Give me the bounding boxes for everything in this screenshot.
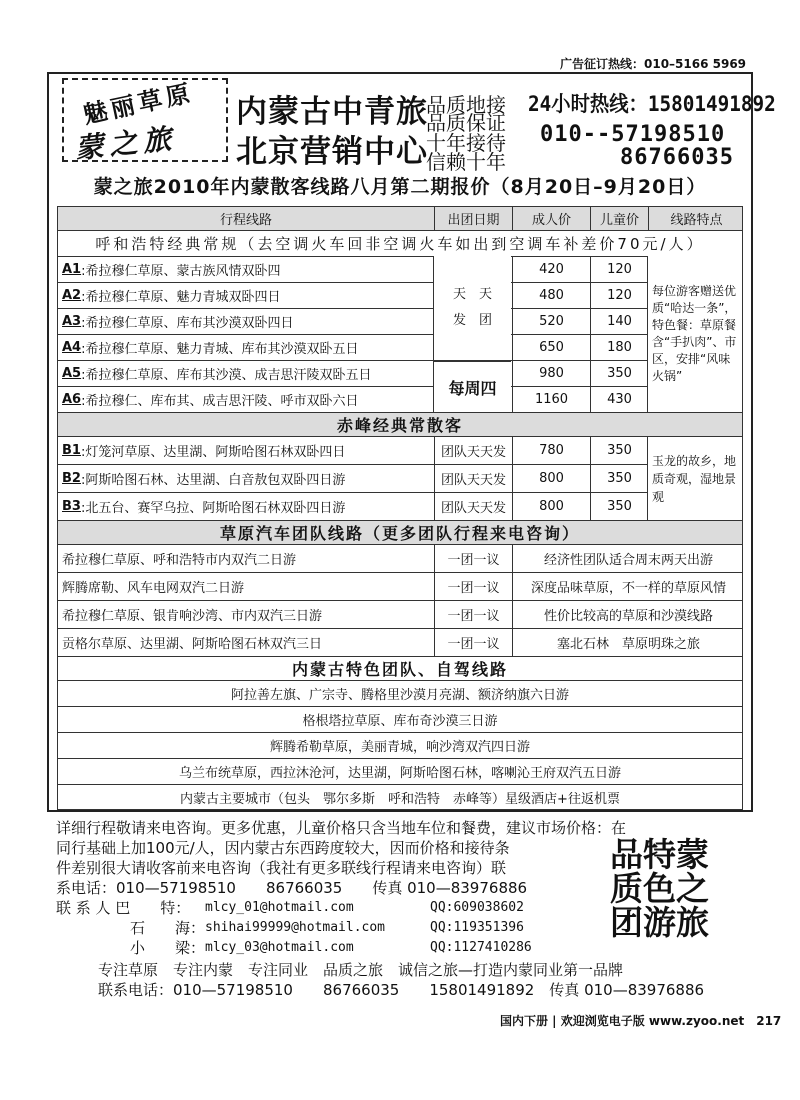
logo-top-text: 魅丽草原 <box>80 77 197 130</box>
col-date: 出团日期 <box>434 207 512 230</box>
table-row <box>57 308 743 334</box>
chifeng-feature: 玉龙的故乡，地质奇观，湿地景观 <box>647 436 743 520</box>
phone-1: 010--57198510 <box>540 122 726 147</box>
contact-name-3: 小 梁： <box>130 939 206 957</box>
route-feature: 塞北石林 草原明珠之旅 <box>512 629 744 656</box>
special-route: 内蒙古主要城市（包头 鄂尔多斯 呼和浩特 赤峰等）星级酒店+往返机票 <box>180 791 620 807</box>
section-chifeng <box>57 412 743 436</box>
table-row <box>57 628 743 656</box>
table-row <box>57 360 743 386</box>
ad-hotline: 广告征订热线：010–5166 5969 <box>560 57 747 71</box>
route-text: :灯笼河草原、达里湖、阿斯哈图石林双卧四日 <box>80 445 346 460</box>
daily-departure <box>433 256 511 360</box>
contact-qq-2: QQ:119351396 <box>430 920 524 935</box>
child-price: 120 <box>590 283 648 308</box>
special-route: 阿拉善左旗、广宗寺、腾格里沙漠月亮湖、额济纳旗六日游 <box>230 688 569 703</box>
table-row <box>57 386 743 412</box>
route-name: 希拉穆仁草原、银肯响沙湾、市内双汽三日游 <box>62 609 323 624</box>
daily-line-2: 发 团 <box>452 313 492 328</box>
motto: 专注草原 专注内蒙 专注同业 品质之旅 诚信之旅—打造内蒙同业第一品牌 <box>98 961 624 979</box>
page-footer: 国内下册 | 欢迎浏览电子版 www.zyoo.net 217 <box>500 1014 782 1028</box>
special-route: 格根塔拉草原、库布奇沙漠三日游 <box>302 714 498 729</box>
route-code: A3 <box>62 314 82 329</box>
route-name <box>62 335 432 360</box>
departure-date: 一团一议 <box>434 573 512 600</box>
table-row <box>57 436 743 464</box>
col-child: 儿童价 <box>590 207 648 230</box>
table-row <box>57 544 743 572</box>
route-feature: 深度品味草原，不一样的草原风情 <box>512 573 744 600</box>
departure-date: 团队天天发 <box>434 465 512 492</box>
route-name: 希拉穆仁草原、呼和浩特市内双汽二日游 <box>62 553 297 568</box>
contact-email-2[interactable]: shihai99999@hotmail.com <box>205 920 386 935</box>
section-special <box>57 656 743 680</box>
hohhot-feature: 每位游客赠送优质“哈达一条”，特色餐：草原餐含“手扒肉”、市区，安排“风味火锅” <box>647 256 743 412</box>
special-route: 辉腾希勒草原，美丽青城，响沙湾双汽四日游 <box>269 740 530 755</box>
phone-2: 86766035 <box>620 145 734 170</box>
col-feature: 线路特点 <box>648 207 744 230</box>
route-text: :希拉穆仁草原、魅力青城双卧四日 <box>81 290 281 305</box>
table-row <box>57 758 743 784</box>
child-price: 350 <box>590 437 648 464</box>
section-chifeng-title: 赤峰经典常散客 <box>336 416 463 435</box>
child-price: 350 <box>590 465 648 492</box>
route-name <box>62 283 432 308</box>
table-row <box>57 680 743 706</box>
table-row <box>57 492 743 520</box>
contact-phone: 系电话：010—57198510 86766035 传真 010—83976886 <box>56 879 528 897</box>
route-name <box>62 257 432 282</box>
route-text: :希拉穆仁草原、魅力青城、库布其沙漠双卧五日 <box>81 342 359 357</box>
route-code: A5 <box>62 366 82 381</box>
table-row <box>57 600 743 628</box>
section-hohhot-title: 呼和浩特经典常规（去空调火车回非空调火车如出到空调车补差价70元/人） <box>95 235 705 253</box>
table-row <box>57 256 743 282</box>
adult-price: 420 <box>512 257 590 282</box>
final-phone: 联系电话：010—57198510 86766035 15801491892 传真 010—83976886 <box>98 981 705 999</box>
route-name <box>62 387 432 412</box>
route-code: A2 <box>62 288 82 303</box>
contact-name-2: 石 海： <box>130 919 206 937</box>
adult-price: 1160 <box>512 387 590 412</box>
section-special-title: 内蒙古特色团队、自驾线路 <box>291 660 508 679</box>
special-route: 乌兰布统草原，西拉沐沧河，达里湖，阿斯哈图石林，喀喇沁王府双汽五日游 <box>178 766 621 781</box>
table-row <box>57 706 743 732</box>
adult-price: 480 <box>512 283 590 308</box>
big-slogan-line-1: 品特蒙 <box>610 835 709 874</box>
route-code: A4 <box>62 340 82 355</box>
route-name <box>62 437 432 464</box>
slogan-2: 品质保证 <box>426 111 506 135</box>
footer-note-2: 同行基础上加100元/人，因内蒙古东西跨度较大，因而价格和接待条 <box>56 839 510 857</box>
contact-name-1: 联 系 人 巴 特： <box>56 899 191 917</box>
footer-note-1: 详细行程敬请来电咨询。更多优惠，儿童价格只含当地车位和餐费，建议市场价格：在 <box>56 819 627 837</box>
table-row <box>57 282 743 308</box>
col-route: 行程线路 <box>219 213 272 228</box>
departure-date: 一团一议 <box>434 545 512 572</box>
route-code: A6 <box>62 392 82 407</box>
route-text: :希拉穆仁草原、库布其沙漠、成吉思汗陵双卧五日 <box>81 368 372 383</box>
route-code: A1 <box>62 262 82 277</box>
contact-qq-1: QQ:609038602 <box>430 900 524 915</box>
child-price: 120 <box>590 257 648 282</box>
footer-note-3: 件差别很大请收客前来电咨询（我社有更多联线行程请来电咨询）联 <box>56 859 507 877</box>
slogan-4: 信赖十年 <box>426 150 506 174</box>
departure-date: 团队天天发 <box>434 493 512 520</box>
child-price: 180 <box>590 335 648 360</box>
child-price: 140 <box>590 309 648 334</box>
table-row <box>57 732 743 758</box>
route-name <box>62 361 432 386</box>
route-name <box>62 465 432 492</box>
table-row <box>57 784 743 810</box>
company-name: 内蒙古中青旅 <box>236 94 428 130</box>
adult-price: 780 <box>512 437 590 464</box>
route-text: :希拉穆仁草原、蒙古族风情双卧四 <box>81 264 281 279</box>
weekly-departure: 每周四 <box>433 361 511 412</box>
slogan-1: 品质地接 <box>426 93 506 117</box>
adult-price: 800 <box>512 493 590 520</box>
section-bus <box>57 520 743 544</box>
logo-bottom-text: 蒙之旅 <box>73 121 179 166</box>
contact-email-1[interactable]: mlcy_01@hotmail.com <box>205 900 354 915</box>
big-slogan-line-3: 团游旅 <box>610 903 709 942</box>
slogan-3: 十年接待 <box>426 131 506 155</box>
route-name <box>62 493 432 520</box>
headline: 蒙之旅2010年内蒙散客线路八月第二期报价（8月20日–9月20日） <box>93 176 707 198</box>
hotline-24h: 24小时热线：15801491892 <box>528 92 776 116</box>
route-code: B3 <box>62 499 81 514</box>
departure-date: 一团一议 <box>434 629 512 656</box>
child-price: 350 <box>590 361 648 386</box>
child-price: 430 <box>590 387 648 412</box>
section-bus-title: 草原汽车团队线路（更多团队行程来电咨询） <box>219 524 580 543</box>
col-adult: 成人价 <box>512 207 590 230</box>
route-code: B1 <box>62 443 81 458</box>
company-branch: 北京营销中心 <box>236 134 428 170</box>
table-row <box>57 572 743 600</box>
section-hohhot <box>57 230 743 256</box>
adult-price: 800 <box>512 465 590 492</box>
route-text: :阿斯哈图石林、达里湖、白音敖包双卧四日游 <box>80 473 346 488</box>
departure-date: 团队天天发 <box>434 437 512 464</box>
table-row <box>57 464 743 492</box>
departure-date: 一团一议 <box>434 601 512 628</box>
adult-price: 520 <box>512 309 590 334</box>
route-name <box>62 309 432 334</box>
big-slogan-line-2: 质色之 <box>610 869 709 908</box>
daily-line-1: 天 天 <box>452 287 492 302</box>
table-header-row <box>57 206 743 230</box>
route-name: 辉腾席勒、风车电网双汽二日游 <box>62 581 245 596</box>
route-feature: 经济性团队适合周末两天出游 <box>512 545 744 572</box>
route-text: :希拉穆仁草原、库布其沙漠双卧四日 <box>81 316 294 331</box>
contact-email-3[interactable]: mlcy_03@hotmail.com <box>205 940 354 955</box>
adult-price: 980 <box>512 361 590 386</box>
route-code: B2 <box>62 471 81 486</box>
big-slogan <box>610 835 760 942</box>
route-name: 贡格尔草原、达里湖、阿斯哈图石林双汽三日 <box>62 637 323 652</box>
route-text: :北五台、赛罕乌拉、阿斯哈图石林双卧四日游 <box>80 501 346 516</box>
child-price: 350 <box>590 493 648 520</box>
contact-qq-3: QQ:1127410286 <box>430 940 532 955</box>
table-row <box>57 334 743 360</box>
route-text: :希拉穆仁、库布其、成吉思汗陵、呼市双卧六日 <box>81 394 359 409</box>
adult-price: 650 <box>512 335 590 360</box>
route-feature: 性价比较高的草原和沙漠线路 <box>512 601 744 628</box>
